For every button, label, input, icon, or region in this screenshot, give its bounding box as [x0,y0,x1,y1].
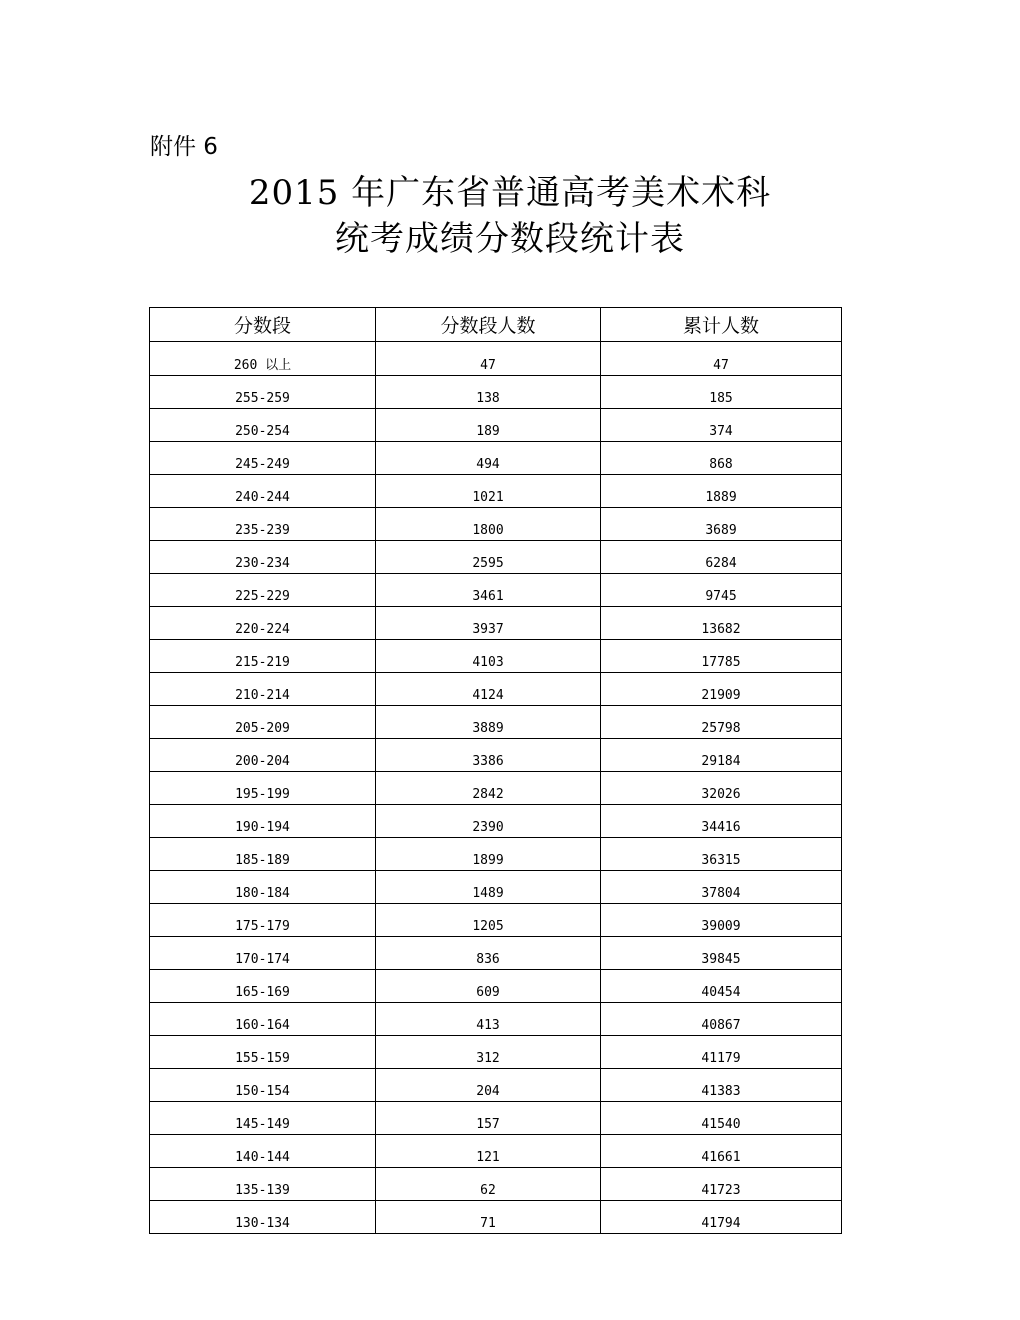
cell-cumulative-count: 17785 [601,640,842,673]
cell-score-range: 140-144 [150,1135,376,1168]
cell-range-count: 4124 [376,673,601,706]
cell-score-range: 130-134 [150,1201,376,1234]
cell-cumulative-count: 41661 [601,1135,842,1168]
cell-range-count: 3461 [376,574,601,607]
cell-score-range: 195-199 [150,772,376,805]
cell-cumulative-count: 34416 [601,805,842,838]
table-row [150,442,842,475]
cell-cumulative-count: 1889 [601,475,842,508]
cell-range-count: 3386 [376,739,601,772]
cell-cumulative-count: 41723 [601,1168,842,1201]
cell-range-count: 62 [376,1168,601,1201]
cell-score-range: 240-244 [150,475,376,508]
table-row [150,937,842,970]
table-row [150,772,842,805]
cell-cumulative-count: 41540 [601,1102,842,1135]
cell-cumulative-count: 41383 [601,1069,842,1102]
cell-cumulative-count: 13682 [601,607,842,640]
cell-range-count: 157 [376,1102,601,1135]
cell-cumulative-count: 36315 [601,838,842,871]
cell-score-range: 180-184 [150,871,376,904]
cell-score-range: 235-239 [150,508,376,541]
cell-range-count: 836 [376,937,601,970]
cell-cumulative-count: 32026 [601,772,842,805]
table-row [150,1201,842,1234]
cell-score-range: 200-204 [150,739,376,772]
cell-range-count: 71 [376,1201,601,1234]
table-row [150,706,842,739]
cell-score-range: 205-209 [150,706,376,739]
cell-range-count: 138 [376,376,601,409]
table-row [150,1003,842,1036]
header-range-count: 分数段人数 [376,308,601,342]
table-row [150,1102,842,1135]
cell-range-count: 2390 [376,805,601,838]
cell-score-range: 255-259 [150,376,376,409]
cell-cumulative-count: 6284 [601,541,842,574]
cell-score-range: 250-254 [150,409,376,442]
cell-score-range: 145-149 [150,1102,376,1135]
attachment-label: 附件 6 [150,134,218,160]
cell-cumulative-count: 37804 [601,871,842,904]
cell-score-range: 175-179 [150,904,376,937]
table-row [150,904,842,937]
cell-range-count: 204 [376,1069,601,1102]
document-title-line-2: 统考成绩分数段统计表 [335,219,685,259]
table-row [150,970,842,1003]
table-row [150,376,842,409]
table-row [150,574,842,607]
table-row [150,871,842,904]
cell-cumulative-count: 29184 [601,739,842,772]
cell-score-range: 135-139 [150,1168,376,1201]
cell-range-count: 3889 [376,706,601,739]
table-row [150,640,842,673]
cell-range-count: 1205 [376,904,601,937]
table-row [150,1168,842,1201]
table-row [150,739,842,772]
table-body [150,342,842,1234]
table-header-row [150,308,842,342]
cell-cumulative-count: 47 [601,342,842,376]
table-row [150,508,842,541]
cell-cumulative-count: 40867 [601,1003,842,1036]
cell-range-count: 1021 [376,475,601,508]
cell-score-range: 170-174 [150,937,376,970]
cell-range-count: 2595 [376,541,601,574]
cell-cumulative-count: 185 [601,376,842,409]
cell-score-range: 165-169 [150,970,376,1003]
cell-score-range: 150-154 [150,1069,376,1102]
cell-score-range: 160-164 [150,1003,376,1036]
cell-range-count: 1800 [376,508,601,541]
cell-range-count: 47 [376,342,601,376]
cell-score-range: 155-159 [150,1036,376,1069]
cell-cumulative-count: 25798 [601,706,842,739]
cell-score-range: 185-189 [150,838,376,871]
table-row [150,1036,842,1069]
cell-score-range: 215-219 [150,640,376,673]
cell-range-count: 494 [376,442,601,475]
table-row [150,342,842,376]
table-row [150,673,842,706]
cell-cumulative-count: 374 [601,409,842,442]
cell-range-count: 1489 [376,871,601,904]
document-title-line-1: 2015 年广东省普通高考美术术科 [248,173,772,213]
cell-cumulative-count: 40454 [601,970,842,1003]
cell-cumulative-count: 21909 [601,673,842,706]
cell-cumulative-count: 3689 [601,508,842,541]
cell-range-count: 121 [376,1135,601,1168]
cell-score-range: 245-249 [150,442,376,475]
table-row [150,1069,842,1102]
cell-score-range: 220-224 [150,607,376,640]
cell-range-count: 3937 [376,607,601,640]
cell-score-range: 225-229 [150,574,376,607]
table-row [150,607,842,640]
cell-range-count: 609 [376,970,601,1003]
table-row [150,1135,842,1168]
cell-range-count: 1899 [376,838,601,871]
cell-range-count: 4103 [376,640,601,673]
table-row [150,838,842,871]
cell-range-count: 312 [376,1036,601,1069]
cell-cumulative-count: 39845 [601,937,842,970]
cell-score-range: 210-214 [150,673,376,706]
table-row [150,805,842,838]
cell-range-count: 2842 [376,772,601,805]
header-cumulative-count: 累计人数 [601,308,842,342]
cell-cumulative-count: 39009 [601,904,842,937]
cell-cumulative-count: 41179 [601,1036,842,1069]
cell-range-count: 189 [376,409,601,442]
header-score-range: 分数段 [150,308,376,342]
cell-range-count: 413 [376,1003,601,1036]
cell-score-range: 190-194 [150,805,376,838]
cell-cumulative-count: 41794 [601,1201,842,1234]
score-distribution-table [149,307,842,1234]
cell-score-range: 260 以上 [150,342,376,376]
cell-score-range: 230-234 [150,541,376,574]
table-row [150,409,842,442]
table-row [150,541,842,574]
cell-cumulative-count: 868 [601,442,842,475]
table-row [150,475,842,508]
cell-cumulative-count: 9745 [601,574,842,607]
